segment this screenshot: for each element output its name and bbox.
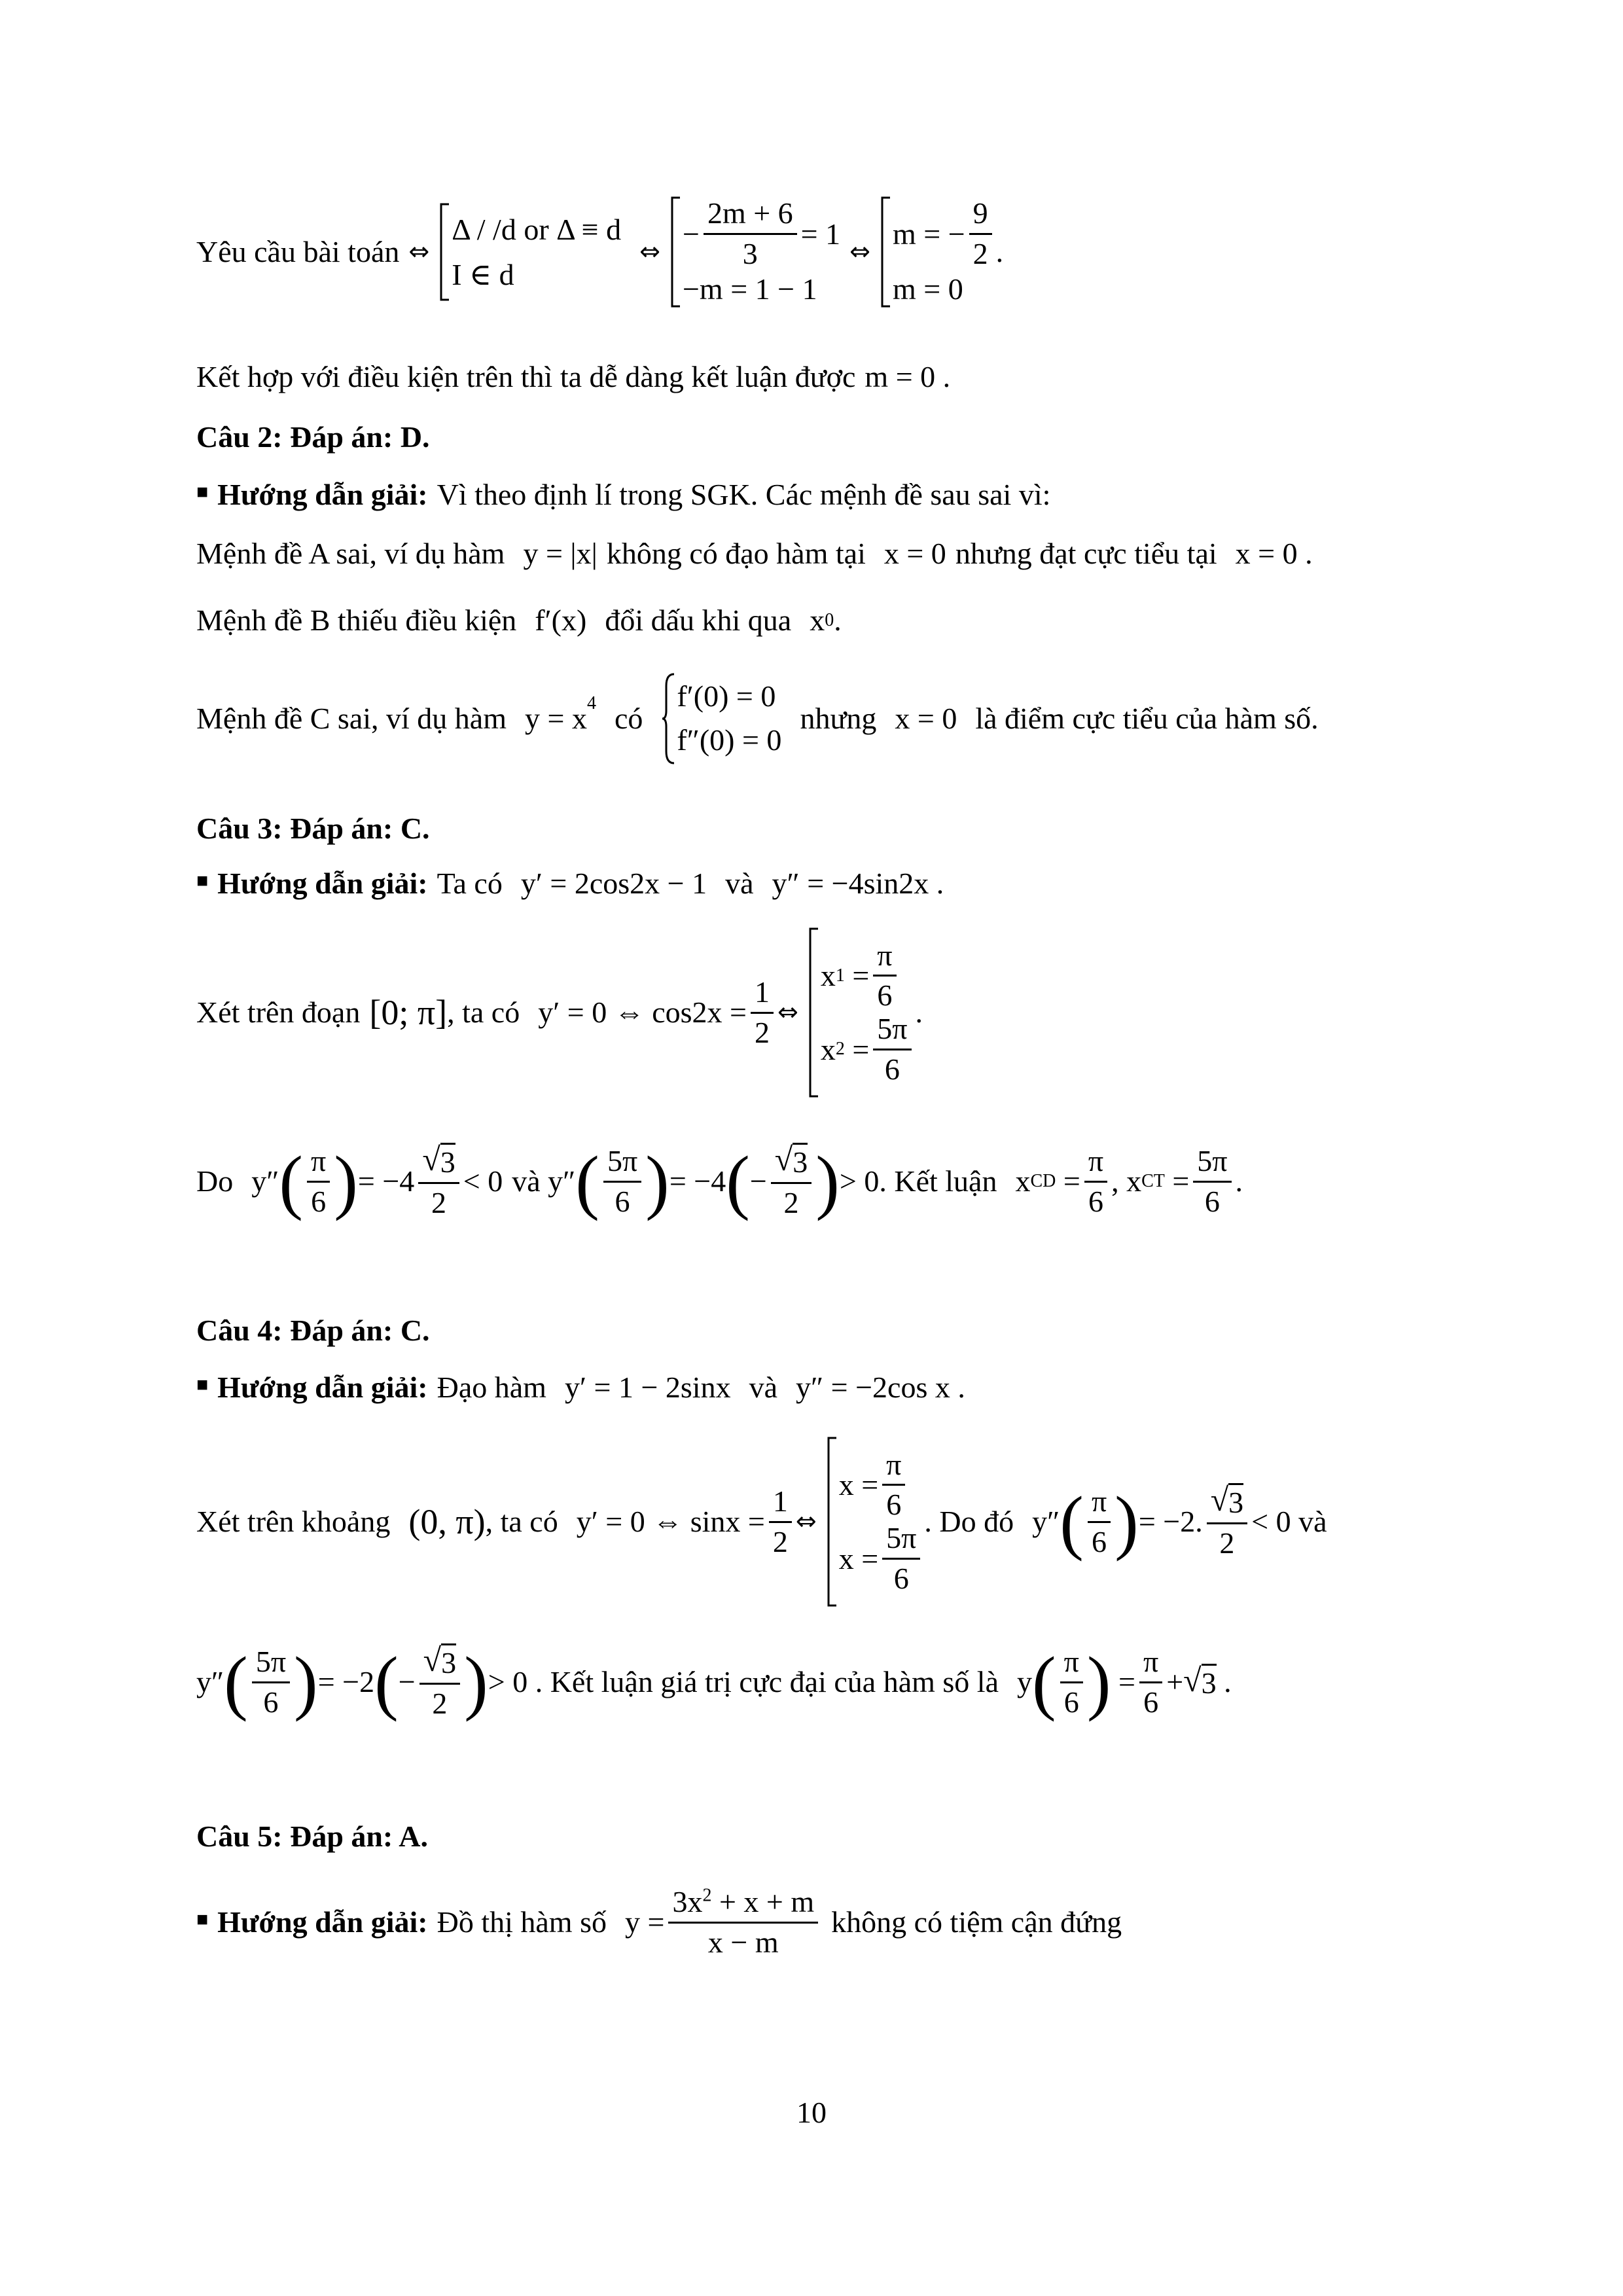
question-2-heading: Câu 2: Đáp án: D. (196, 420, 430, 454)
question-4-interval-line: Xét trên khoảng (0, π) , ta có y′ = 0 ⇔ sinx = $\frac{1}{2}$ ⇔ x = $\frac{\pi}{6}$ x = $\frac{5\pi}{6}$ . Do đó y″ ( $\frac{\pi}{6}$ ) = −2. √ 3 2 < 0 và (196, 1433, 1327, 1610)
equivalence-arrow-icon: ⇔ (849, 237, 870, 266)
page-number: 10 (796, 2096, 827, 2129)
equivalence-arrow-icon: ⇔ (408, 237, 430, 266)
eq1-row-2: −m = 1 − 1 (682, 272, 817, 306)
eq1-system-row-2: I ∈ d (452, 258, 514, 291)
conclusion-line: Kết hợp với điều kiện trên thì ta dễ dàng kết luận được m = 0 . (196, 360, 951, 393)
eq1-line: Yêu cầu bài toán ⇔ Δ / /d or Δ ≡ d I ∈ d ⇔ − $\frac{2m + 6}{3}$ = 1 −m = 1 − 1 ⇔ m = − $\frac{9}{2}$ m = 0 . (196, 196, 1003, 308)
eq1-prefix: Yêu cầu bài toán (196, 235, 400, 269)
left-bracket-icon (438, 203, 452, 301)
left-bracket-icon (808, 927, 821, 1098)
question-5-heading: Câu 5: Đáp án: A. (196, 1820, 429, 1853)
eq1-system-row-1: Δ / /d or Δ ≡ d (452, 213, 622, 246)
bullet-icon: ■ (196, 869, 209, 891)
left-bracket-icon (669, 196, 683, 308)
left-bracket-icon (880, 196, 893, 308)
bullet-icon: ■ (196, 480, 209, 503)
bullet-icon: ■ (196, 1373, 209, 1395)
equivalence-arrow-icon: ⇔ (795, 1507, 817, 1536)
statement-b: Mệnh đề B thiếu điều kiện f′(x) đổi dấu khi qua x 0 . (196, 603, 842, 637)
statement-a: Mệnh đề A sai, ví dụ hàm y = |x| không có đạo hàm tại x = 0 nhưng đạt cực tiểu tại x = 0 . (196, 537, 1313, 570)
question-2-guide: ■ Hướng dẫn giải: Vì theo định lí trong SGK. Các mệnh đề sau sai vì: (196, 478, 1051, 511)
equivalence-arrow-icon: ⇔ (639, 237, 660, 266)
question-4-heading: Câu 4: Đáp án: C. (196, 1314, 430, 1347)
equivalence-arrow-icon: ⇔ (777, 997, 798, 1027)
statement-c: Mệnh đề C sai, ví dụ hàm y = x $^4$ có f′(0) = 0 f″(0) = 0 nhưng x = 0 là điểm cực tiểu của hàm số. (196, 673, 1319, 764)
question-5-guide: ■ Hướng dẫn giải: Đồ thị hàm số y = $\frac{3x^2 + x + m}{x - m}$ không có tiệm cận đứng (196, 1884, 1122, 1959)
question-3-interval-line: Xét trên đoạn [0; π] , ta có y′ = 0 ⇔ cos2x = $\frac{1}{2}$ ⇔ x 1 = $\frac{\pi}{6}$ x 2 = $\frac{5\pi}{6}$ . (196, 924, 923, 1101)
eq1-result-2: m = 0 (892, 272, 963, 306)
left-bracket-icon (826, 1437, 839, 1607)
question-4-guide: ■ Hướng dẫn giải: Đạo hàm y′ = 1 − 2sinx và y″ = −2cos x . (196, 1371, 965, 1404)
question-3-conclusion: Do y″ ( $\frac{\pi}{6}$ ) = −4 √ 3 2 < 0 và y″ ( $\frac{5\pi}{6}$ ) = −4 ( − √ 3 2 ) > 0 . Kết luận x CD = $\frac{\pi}{6}$ , x CT = $\frac{5\pi}{6}$ . (196, 1141, 1243, 1221)
bullet-icon: ■ (196, 1909, 209, 1930)
question-3-guide: ■ Hướng dẫn giải: Ta có y′ = 2cos2x − 1 và y″ = −4sin2x . (196, 867, 944, 900)
question-3-heading: Câu 3: Đáp án: C. (196, 812, 430, 845)
question-4-conclusion: y″ ( $\frac{5\pi}{6}$ ) = −2 ( − √ 3 2 ) > 0 . Kết luận giá trị cực đại của hàm số là y ( $\frac{\pi}{6}$ ) = $\frac{\pi}{6}$ + √ 3 . (196, 1641, 1232, 1722)
left-brace-icon (661, 673, 677, 764)
eq1-fraction: $\frac{2m + 6}{3}$ (704, 197, 797, 270)
